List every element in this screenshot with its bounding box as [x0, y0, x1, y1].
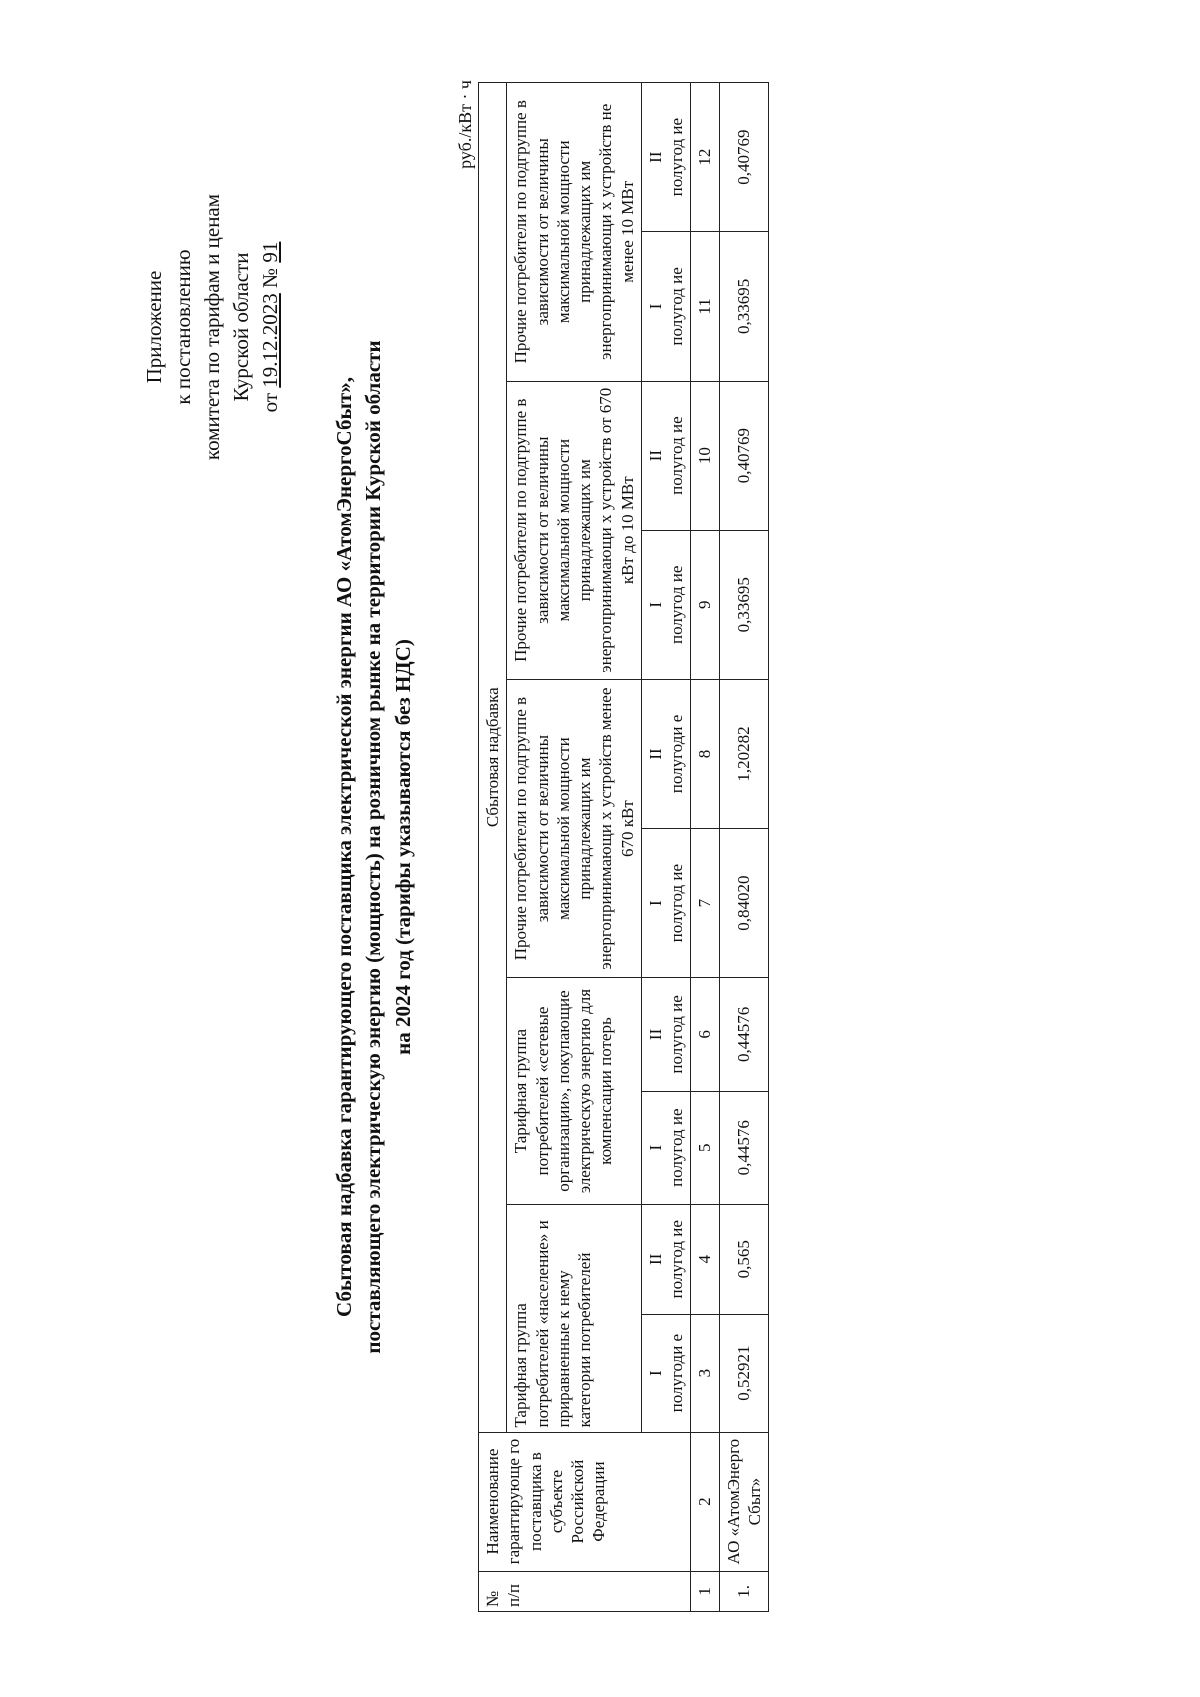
half-word: полугод ие [667, 1108, 686, 1187]
column-number: 11 [691, 232, 719, 381]
appendix-number-sign: № [257, 267, 282, 288]
appendix-date: 19.12.2023 [257, 293, 282, 388]
half-number: I [645, 601, 665, 608]
half-word: полугод ие [667, 117, 686, 197]
group-other-below-670kw: Прочие потребители по подгруппе в зависимости от величины максимальной мощности принадлежащих им энергопринимающи х устройств менее 670 кВт [507, 679, 642, 977]
half-header [641, 829, 691, 978]
half-number: I [645, 900, 665, 907]
half-header [641, 232, 691, 381]
appendix-date-line [256, 87, 285, 567]
column-number: 6 [691, 978, 719, 1091]
half-header [641, 1091, 691, 1204]
row-num: 1. [719, 1571, 769, 1611]
row-value: 0,565 [719, 1204, 769, 1314]
row-value: 1,20282 [719, 679, 769, 828]
half-header [641, 83, 691, 232]
row-value: 0,44576 [719, 978, 769, 1091]
column-number: 3 [691, 1314, 719, 1432]
appendix-line1: Приложение [142, 270, 166, 384]
group-other-over-10mw: Прочие потребители по подгруппе в зависимости от величины максимальной мощности принадлежащих им энергопринимающи х устройств не менее 10 МВт [507, 83, 642, 382]
header-name: Наименование гарантирующе го поставщика в субъекте Российской Федерации [479, 1432, 691, 1571]
table-row [719, 83, 769, 1612]
column-number: 5 [691, 1091, 719, 1204]
half-word: полугод ие [667, 416, 686, 495]
row-value: 0,44576 [719, 1091, 769, 1204]
column-numbers-row [691, 83, 719, 1612]
half-header [641, 679, 691, 828]
half-header [641, 381, 691, 530]
title-line1: Сбытовая надбавка гарантирующего поставщика электрической энергии АО «АтомЭнергоСбыт», [332, 377, 356, 1317]
row-value: 0,33695 [719, 530, 769, 679]
half-number: II [645, 748, 665, 760]
header-row-groups [507, 83, 642, 1612]
column-number: 10 [691, 381, 719, 530]
half-number: I [645, 303, 665, 310]
half-number: I [645, 1370, 665, 1376]
title-line3: на 2024 год (тарифы указываются без НДС) [390, 639, 415, 1055]
header-group-title: Сбытовая надбавка [479, 83, 507, 1433]
row-value: 0,40769 [719, 83, 769, 232]
units-label: руб./кВт · ч [455, 80, 475, 169]
half-header [641, 1204, 691, 1314]
group-population: Тарифная группа потребителей «население» и приравненные к нему категории потребителей [507, 1204, 642, 1432]
appendix-block [140, 87, 285, 567]
half-header [641, 1314, 691, 1432]
row-value: 0,40769 [719, 381, 769, 530]
column-number: 4 [691, 1204, 719, 1314]
half-word: полугод ие [667, 267, 686, 346]
half-word: полугод ие [667, 1220, 686, 1299]
appendix-line2: к постановлению [170, 249, 195, 405]
column-number: 1 [691, 1571, 719, 1611]
row-value: 0,84020 [719, 829, 769, 978]
half-number: II [645, 1253, 665, 1265]
half-number: II [645, 151, 665, 163]
appendix-line4: Курской области [228, 252, 253, 402]
half-number: II [645, 1028, 665, 1041]
tariff-table [478, 82, 769, 1612]
row-value: 0,52921 [719, 1314, 769, 1432]
column-number: 2 [691, 1432, 719, 1571]
half-word: полугод ие [667, 565, 686, 645]
half-word: полугоди е [667, 1333, 686, 1413]
column-number: 8 [691, 679, 719, 828]
header-num: № п/п [479, 1571, 691, 1611]
half-word: полугоди е [667, 714, 686, 794]
appendix-date-prefix: от [257, 392, 282, 413]
half-number: II [645, 449, 665, 462]
half-number: I [645, 1144, 665, 1151]
appendix-line3: комитета по тарифам и ценам [199, 193, 224, 461]
column-number: 12 [691, 83, 719, 232]
column-number: 9 [691, 530, 719, 679]
column-number: 7 [691, 829, 719, 978]
header-row-top [479, 83, 507, 1612]
title-line2: поставляющего электрическую энергию (мощность) на розничном рынке на территории Курской области [361, 340, 386, 1354]
document-title [330, 202, 418, 1492]
row-value: 0,33695 [719, 232, 769, 381]
group-other-670kw-10mw: Прочие потребители по подгруппе в зависимости от величины максимальной мощности принадлежащих им энергопринимающи х устройств от 670 кВт до 10 МВт [507, 381, 642, 679]
row-supplier-name: АО «АтомЭнерго Сбыт» [719, 1432, 769, 1571]
half-word: полугод ие [667, 863, 686, 943]
half-header [641, 978, 691, 1091]
group-grid-organizations: Тарифная группа потребителей «сетевые организации», покупающие электрическую энергию для компенсации потерь [507, 978, 642, 1205]
appendix-number: 91 [257, 241, 282, 263]
half-header [641, 530, 691, 679]
half-word: полугод ие [667, 995, 686, 1074]
header-row-halves [641, 83, 691, 1612]
